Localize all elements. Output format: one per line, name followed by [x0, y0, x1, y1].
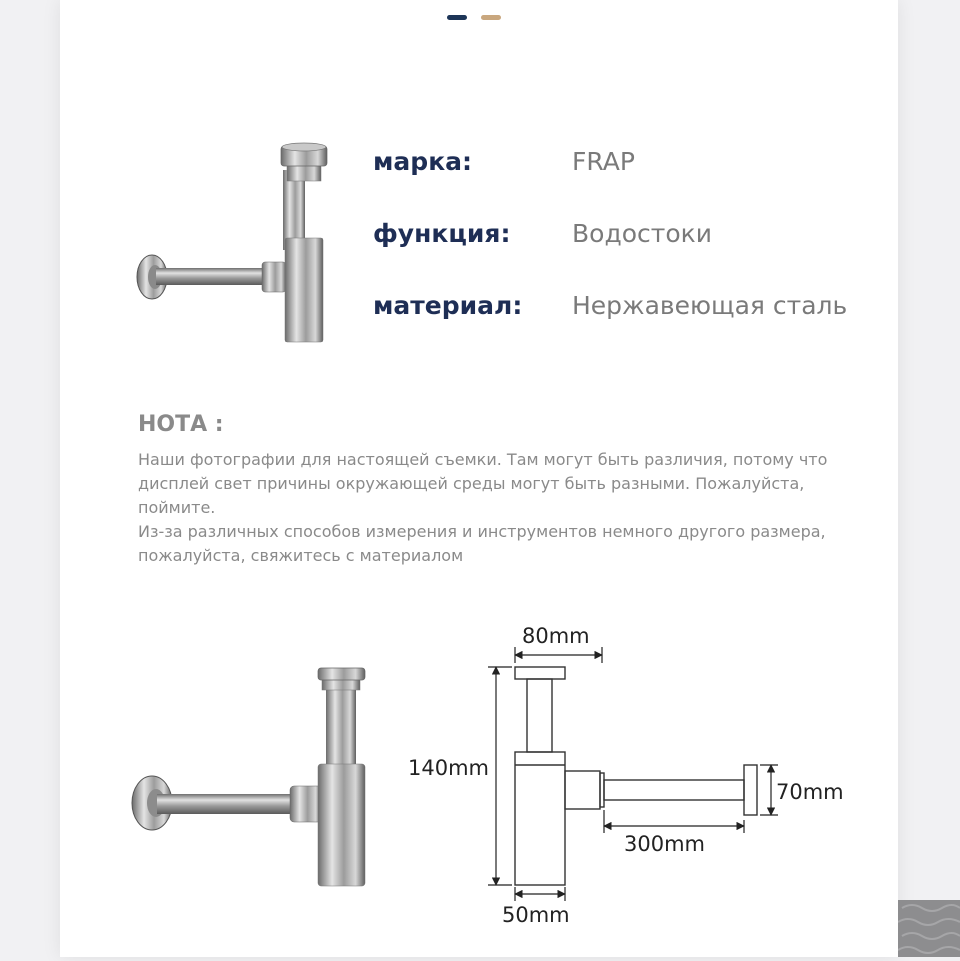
thumbnail-image[interactable]	[898, 900, 960, 957]
spec-value-brand: FRAP	[572, 147, 635, 176]
product-photo-side	[125, 662, 375, 892]
dim-flange: 70mm	[776, 780, 844, 804]
dim-height: 140mm	[408, 756, 489, 780]
dim-pipe-length: 300mm	[624, 832, 705, 856]
note-paragraph: Из-за различных способов измерения и инструментов немного другого размера, пожалуйста, свяжитесь с материалом	[138, 522, 826, 565]
dim-top-width: 80mm	[522, 624, 590, 648]
spec-label-function: функция:	[373, 219, 511, 248]
pager-dot-active[interactable]	[447, 15, 467, 20]
note-body	[138, 448, 828, 568]
pager-dot[interactable]	[481, 15, 501, 20]
dimension-drawing	[400, 615, 870, 935]
spec-label-brand: марка:	[373, 147, 473, 176]
dim-bottom-width: 50mm	[502, 903, 570, 927]
note-title: НОТА :	[138, 412, 224, 437]
spec-value-material: Нержавеющая сталь	[572, 291, 848, 320]
spec-value-function: Водостоки	[572, 219, 712, 248]
note-paragraph: Наши фотографии для настоящей съемки. Там могут быть различия, потому что дисплей свет причины окружающей среды могут быть разными. Пожалуйста, поймите.	[138, 450, 828, 517]
product-photo	[130, 138, 330, 348]
spec-label-material: материал:	[373, 291, 523, 320]
